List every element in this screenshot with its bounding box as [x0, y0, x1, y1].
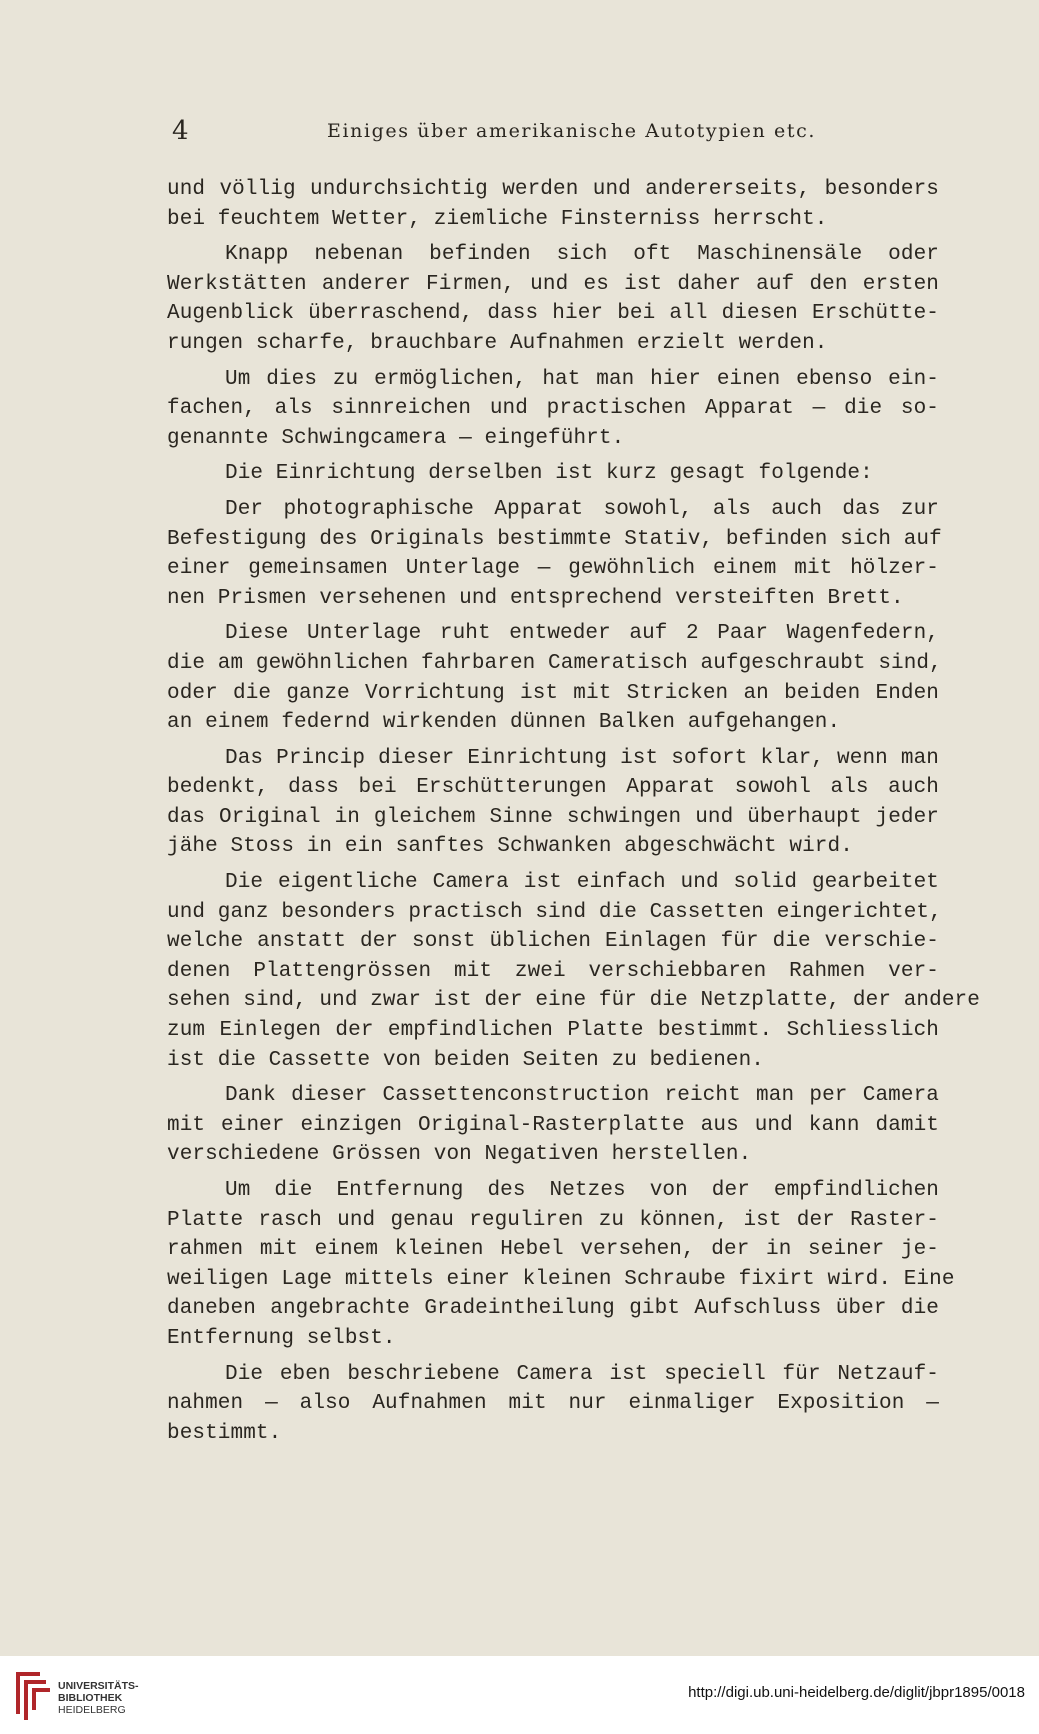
- paragraph: [167, 1081, 939, 1170]
- text-line: nahmen — also Aufnahmen mit nur einmaliger Exposition —: [167, 1392, 939, 1416]
- text-line: Befestigung des Originals bestimmte Stativ, befinden sich auf: [167, 527, 942, 551]
- text-line: Um die Entfernung des Netzes von der empfindlichen: [225, 1179, 939, 1202]
- running-title: Einiges über amerikanische Autotypien etc.: [327, 120, 816, 142]
- body-text: [167, 175, 980, 1454]
- paragraph: [167, 744, 939, 862]
- paragraph: [167, 365, 939, 454]
- text-line: Dank dieser Cassettenconstruction reicht man per Camera: [225, 1084, 939, 1108]
- text-line: und völlig undurchsichtig werden und andererseits, besonders: [167, 178, 939, 201]
- text-line: Diese Unterlage ruht entweder auf 2 Paar Wagenfedern,: [225, 622, 939, 646]
- text-line: rungen scharfe, brauchbare Aufnahmen erzielt werden.: [167, 331, 828, 355]
- text-line: nen Prismen versehenen und entsprechend versteiften Brett.: [167, 586, 904, 610]
- text-line: das Original in gleichem Sinne schwingen und überhaupt jeder: [167, 805, 939, 829]
- paragraph: [167, 495, 942, 613]
- footer-bar: [0, 1656, 1039, 1734]
- text-line: mit einer einzigen Original-Rasterplatte aus und kann damit: [167, 1113, 939, 1137]
- library-logo-text: [58, 1680, 139, 1716]
- text-line: Augenblick überraschend, dass hier bei all diesen Erschütte-: [167, 302, 939, 326]
- text-line: Die eigentliche Camera ist einfach und solid gearbeitet: [225, 871, 939, 895]
- library-logo-icon: [10, 1666, 54, 1724]
- text-line: Knapp nebenan befinden sich oft Maschinensäle oder: [225, 243, 939, 267]
- paragraph: [167, 1176, 955, 1354]
- text-line: bestimmt.: [167, 1421, 282, 1445]
- text-line: und ganz besonders practisch sind die Cassetten eingerichtet,: [167, 900, 942, 924]
- logo-line: HEIDELBERG: [58, 1704, 126, 1716]
- text-line: daneben angebrachte Gradeintheilung gibt Aufschluss über die: [167, 1297, 939, 1321]
- paragraph: [167, 240, 939, 358]
- text-line: die am gewöhnlichen fahrbaren Cameratisch aufgeschraubt sind,: [167, 651, 942, 675]
- logo-line: UNIVERSITÄTS-: [58, 1680, 139, 1692]
- text-line: Das Princip dieser Einrichtung ist sofort klar, wenn man: [225, 746, 939, 770]
- text-line: ist die Cassette von beiden Seiten zu bedienen.: [167, 1048, 764, 1072]
- text-line: Platte rasch und genau reguliren zu können, ist der Raster-: [167, 1208, 939, 1232]
- text-line: bedenkt, dass bei Erschütterungen Apparat sowohl als auch: [167, 776, 939, 800]
- text-line: an einem federnd wirkenden dünnen Balken aufgehangen.: [167, 711, 841, 735]
- text-line: Um dies zu ermöglichen, hat man hier einen ebenso ein-: [225, 367, 939, 391]
- text-line: bei feuchtem Wetter, ziemliche Finsterniss herrscht.: [167, 207, 828, 231]
- library-logo[interactable]: [10, 1666, 140, 1724]
- logo-line: BIBLIOTHEK: [58, 1692, 123, 1704]
- running-head: [172, 116, 862, 146]
- permalink-url[interactable]: http://digi.ub.uni-heidelberg.de/diglit/jbpr1895/0018: [688, 1684, 1025, 1701]
- text-line: Werkstätten anderer Firmen, und es ist daher auf den ersten: [167, 272, 939, 296]
- paragraph: [167, 868, 980, 1075]
- paragraph: [167, 175, 939, 234]
- text-line: denen Plattengrössen mit zwei verschiebbaren Rahmen ver-: [167, 959, 939, 983]
- text-line: einer gemeinsamen Unterlage — gewöhnlich einem mit hölzer-: [167, 557, 939, 581]
- text-line: welche anstatt der sonst üblichen Einlagen für die verschie-: [167, 930, 939, 954]
- text-line: weiligen Lage mittels einer kleinen Schraube fixirt wird. Eine: [167, 1267, 955, 1291]
- text-line: sehen sind, und zwar ist der eine für die Netzplatte, der andere: [167, 989, 980, 1013]
- text-line: rahmen mit einem kleinen Hebel versehen, der in seiner je-: [167, 1238, 939, 1262]
- paragraph: [167, 619, 942, 737]
- text-line: Die eben beschriebene Camera ist speciell für Netzauf-: [225, 1362, 939, 1386]
- text-line: Die Einrichtung derselben ist kurz gesagt folgende:: [225, 462, 873, 486]
- page-number: 4: [172, 116, 189, 146]
- text-line: fachen, als sinnreichen und practischen Apparat — die so-: [167, 397, 939, 421]
- text-line: oder die ganze Vorrichtung ist mit Stricken an beiden Enden: [167, 681, 939, 705]
- text-line: Entfernung selbst.: [167, 1326, 396, 1350]
- paragraph: [167, 1360, 939, 1449]
- text-line: jähe Stoss in ein sanftes Schwanken abgeschwächt wird.: [167, 835, 853, 859]
- text-line: genannte Schwingcamera — eingeführt.: [167, 426, 625, 450]
- text-line: zum Einlegen der empfindlichen Platte bestimmt. Schliesslich: [167, 1019, 939, 1043]
- text-line: Der photographische Apparat sowohl, als auch das zur: [225, 497, 939, 521]
- text-line: verschiedene Grössen von Negativen herstellen.: [167, 1143, 752, 1167]
- paragraph: [167, 459, 939, 489]
